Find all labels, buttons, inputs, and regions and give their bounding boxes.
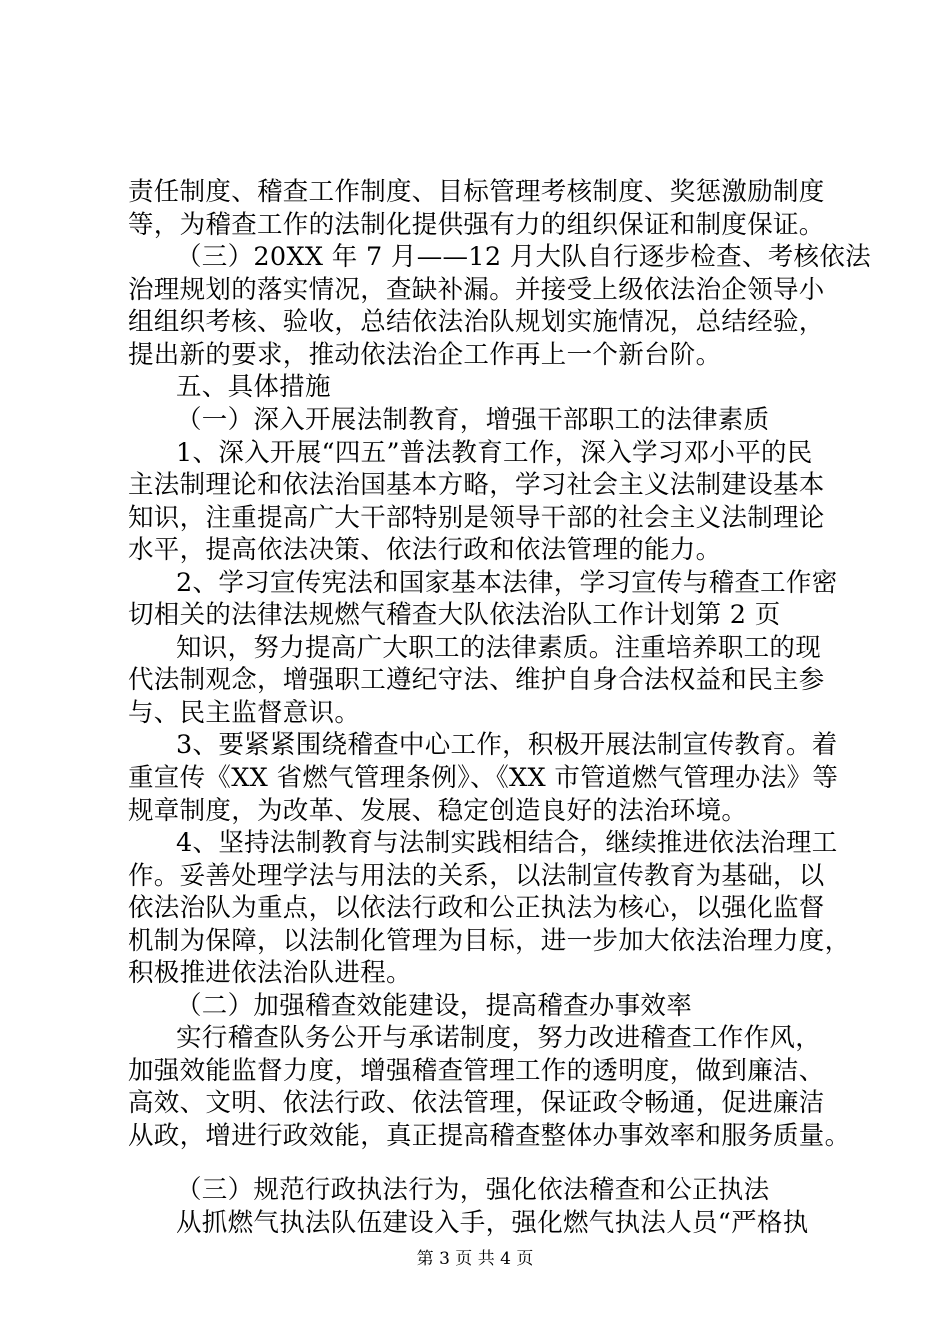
subsection-heading-2: （二）加强稽查效能建设，提高稽查办事效率 [176,991,693,1021]
body-line-15: 知识，努力提高广大职工的法律素质。注重培养职工的现 [176,633,822,663]
body-line-28: 加强效能监督力度，增强稽查管理工作的透明度，做到廉洁、 [128,1056,825,1086]
body-line-22: 作。妥善处理学法与用法的关系，以法制宣传教育为基础，以 [128,861,825,891]
body-line-2: 等，为稽查工作的法制化提供强有力的组织保证和制度保证。 [128,210,825,240]
body-line-1: 责任制度、稽查工作制度、目标管理考核制度、奖惩激励制度 [128,177,825,207]
body-line-32: 从抓燃气执法队伍建设入手，强化燃气执法人员“严格执 [176,1208,809,1238]
body-line-6: 提出新的要求，推动依法治企工作再上一个新台阶。 [128,340,722,370]
body-line-5: 组组织考核、验收，总结依法治队规划实施情况，总结经验， [128,307,825,337]
body-line-4: 治理规划的落实情况，查缺补漏。并接受上级依法治企领导小 [128,275,825,305]
body-line-18: 3、要紧紧围绕稽查中心工作，积极开展法制宣传教育。着 [176,730,838,760]
body-line-30: 从政，增进行政效能，真正提高稽查整体办事效率和服务质量。 [128,1121,851,1151]
body-line-13: 2、学习宣传宪法和国家基本法律，学习宣传与稽查工作密 [176,568,838,598]
subsection-heading-3: （三）规范行政执法行为，强化依法稽查和公正执法 [176,1175,770,1205]
body-line-12: 水平，提高依法决策、依法行政和依法管理的能力。 [128,535,722,565]
body-line-17: 与、民主监督意识。 [128,698,361,728]
subsection-heading-1: （一）深入开展法制教育，增强干部职工的法律素质 [176,405,770,435]
body-line-14: 切相关的法律法规燃气稽查大队依法治队工作计划第 2 页 [128,600,781,630]
page-number-footer: 第 3 页 共 4 页 [416,1249,534,1269]
body-line-25: 积极推进依法治队进程。 [128,958,412,988]
body-line-23: 依法治队为重点，以依法行政和公正执法为核心，以强化监督 [128,893,825,923]
body-line-11: 知识，注重提高广大干部特别是领导干部的社会主义法制理论 [128,503,825,533]
body-line-29: 高效、文明、依法行政、依法管理，保证政令畅通，促进廉洁 [128,1088,825,1118]
body-line-3: （三）20XX 年 7 月——12 月大队自行逐步检查、考核依法 [176,242,871,272]
body-line-19: 重宣传《XX 省燃气管理条例》、《XX 市管道燃气管理办法》等 [128,763,839,793]
body-line-9: 1、深入开展“四五”普法教育工作，深入学习邓小平的民 [176,438,813,468]
body-line-20: 规章制度，为改革、发展、稳定创造良好的法治环境。 [128,796,748,826]
body-line-21: 4、坚持法制教育与法制实践相结合，继续推进依法治理工 [176,828,838,858]
body-line-10: 主法制理论和依法治国基本方略，学习社会主义法制建设基本 [128,470,825,500]
section-heading: 五、具体措施 [176,372,331,402]
body-line-27: 实行稽查队务公开与承诺制度，努力改进稽查工作作风， [176,1023,822,1053]
body-line-24: 机制为保障，以法制化管理为目标，进一步加大依法治理力度， [128,926,851,956]
body-line-16: 代法制观念，增强职工遵纪守法、维护自身合法权益和民主参 [128,665,825,695]
